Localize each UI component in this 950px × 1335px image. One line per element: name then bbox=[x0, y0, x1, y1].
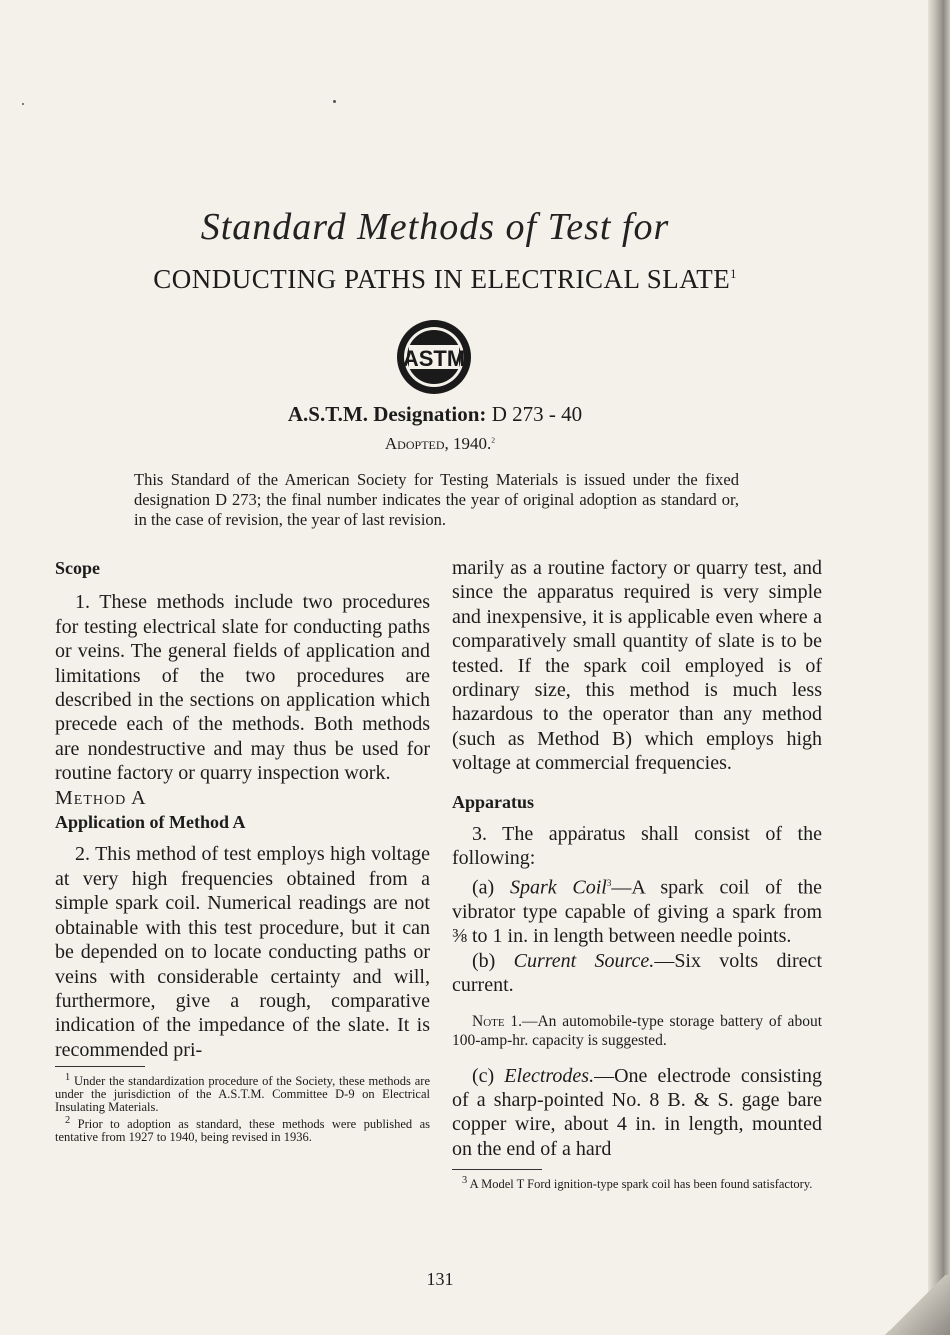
paragraph-1: 1. These methods include two procedures for testing electrical slate for conducting paths or veins. The general fields of application and limitations of the two procedures are described in the sections on application which precede each of the methods. Both methods are nondestructive and may thus be used for routine factory or quarry inspection work. bbox=[55, 591, 430, 785]
method-a-heading: Method A bbox=[55, 786, 147, 809]
footnote-3-text: A Model T Ford ignition-type spark coil has been found satisfactory. bbox=[467, 1177, 813, 1192]
scan-shadow-edge bbox=[928, 0, 950, 1335]
astm-logo bbox=[395, 318, 473, 396]
speck bbox=[333, 100, 336, 103]
page-number: 131 bbox=[426, 1269, 454, 1289]
footnote-1-mark: 1 bbox=[65, 1072, 71, 1084]
footnote-rule bbox=[55, 1066, 145, 1067]
adopted-year: , 1940. bbox=[444, 434, 492, 453]
item-c-title: Electrodes. bbox=[504, 1064, 595, 1087]
item-c bbox=[452, 1064, 822, 1162]
item-a bbox=[452, 871, 822, 949]
footnote-rule bbox=[452, 1169, 542, 1170]
scope-heading: Scope bbox=[55, 558, 100, 578]
title-caps bbox=[0, 264, 890, 295]
designation bbox=[0, 402, 870, 427]
intro-paragraph: This Standard of the American Society for Testing Materials is issued under the fixed designation D 273; the final number indicates the year of original adoption as standard or, in the case of revision, the year of last revision. bbox=[134, 470, 739, 529]
application-heading: Application of Method A bbox=[55, 812, 246, 833]
title-footnote-mark: 1 bbox=[730, 267, 737, 281]
note-1 bbox=[452, 1012, 822, 1050]
item-b-label: (b) bbox=[472, 949, 496, 972]
title-italic: Standard Methods of Test for bbox=[200, 206, 670, 248]
item-a-text-pre: —A spark coil of the vibrator type capable of giving a spark from bbox=[452, 876, 823, 923]
item-c-label: (c) bbox=[472, 1064, 495, 1087]
paragraph-3: 3. The apparatus shall consist of the following: bbox=[452, 823, 822, 870]
footnote-2-text: Prior to adoption as standard, these methods were published as tentative from 1927 to 1940, being revised in 1936. bbox=[55, 1117, 430, 1145]
note-text: 1.—An automobile-type storage battery of about 100-amp-hr. capacity is suggested. bbox=[452, 1012, 822, 1049]
title-caps-text: CONDUCTING PATHS IN ELECTRICAL SLATE bbox=[153, 264, 731, 294]
footnote-1 bbox=[55, 1071, 430, 1114]
adopted-footnote-mark: 2 bbox=[491, 435, 496, 445]
item-a-footnote-mark: 3 bbox=[606, 877, 612, 888]
item-b-text: —Six volts direct current. bbox=[452, 949, 822, 997]
item-a-fraction: ⅜ bbox=[452, 925, 467, 948]
right-column bbox=[452, 556, 822, 1191]
logo-text: ASTM bbox=[402, 346, 466, 371]
paragraph-continued: marily as a routine factory or quarry test, and since the apparatus required is very simple and inexpensive, it is applicable even where a comparatively small quantity of slate is to be tested. If the spark coil employed is of ordinary size, this method is much less hazardous to the operator than any method (such as Method B) which employs high voltage at commercial frequencies. bbox=[452, 557, 822, 775]
footnote-1-text: Under the standardization procedure of the Society, these methods are under the jurisdiction of the A.S.T.M. Committee D-9 on Electrical Insulating Materials. bbox=[55, 1074, 430, 1115]
item-a-text-post: to 1 in. in length between needle points. bbox=[467, 925, 792, 948]
footnote-3 bbox=[452, 1174, 822, 1191]
paragraph-2: 2. This method of test employs high voltage at very high frequencies obtained from a simple spark coil. Numerical readings are not obtainable with this test procedure, but it can be depended on to locate conducting paths or veins with considerable certainty and will, furthermore, give a rough, comparative indication of the impedance of the slate. It is recommended pri- bbox=[55, 843, 430, 1061]
item-c-text: —One electrode consisting of a sharp-pointed No. 8 B. & S. gage bare copper wire, about 4 in. in length, mounted on the end of a hard bbox=[452, 1064, 822, 1160]
note-label: Note bbox=[472, 1012, 505, 1030]
item-a-title: Spark Coil bbox=[509, 876, 607, 899]
designation-label: A.S.T.M. Designation: bbox=[287, 402, 487, 426]
item-a-label: (a) bbox=[472, 876, 495, 899]
speck bbox=[22, 103, 24, 105]
adopted-line bbox=[0, 434, 880, 454]
apparatus-heading: Apparatus bbox=[452, 791, 535, 812]
page-curl bbox=[880, 1275, 950, 1335]
footnote-2-mark: 2 bbox=[65, 1115, 71, 1127]
designation-value: D 273 - 40 bbox=[491, 402, 583, 426]
item-b bbox=[452, 949, 822, 998]
footnote-2 bbox=[55, 1114, 430, 1144]
item-b-title: Current Source. bbox=[513, 949, 655, 972]
adopted-label: Adopted bbox=[384, 434, 445, 453]
footnote-3-mark: 3 bbox=[462, 1175, 468, 1187]
left-column bbox=[55, 556, 430, 1144]
